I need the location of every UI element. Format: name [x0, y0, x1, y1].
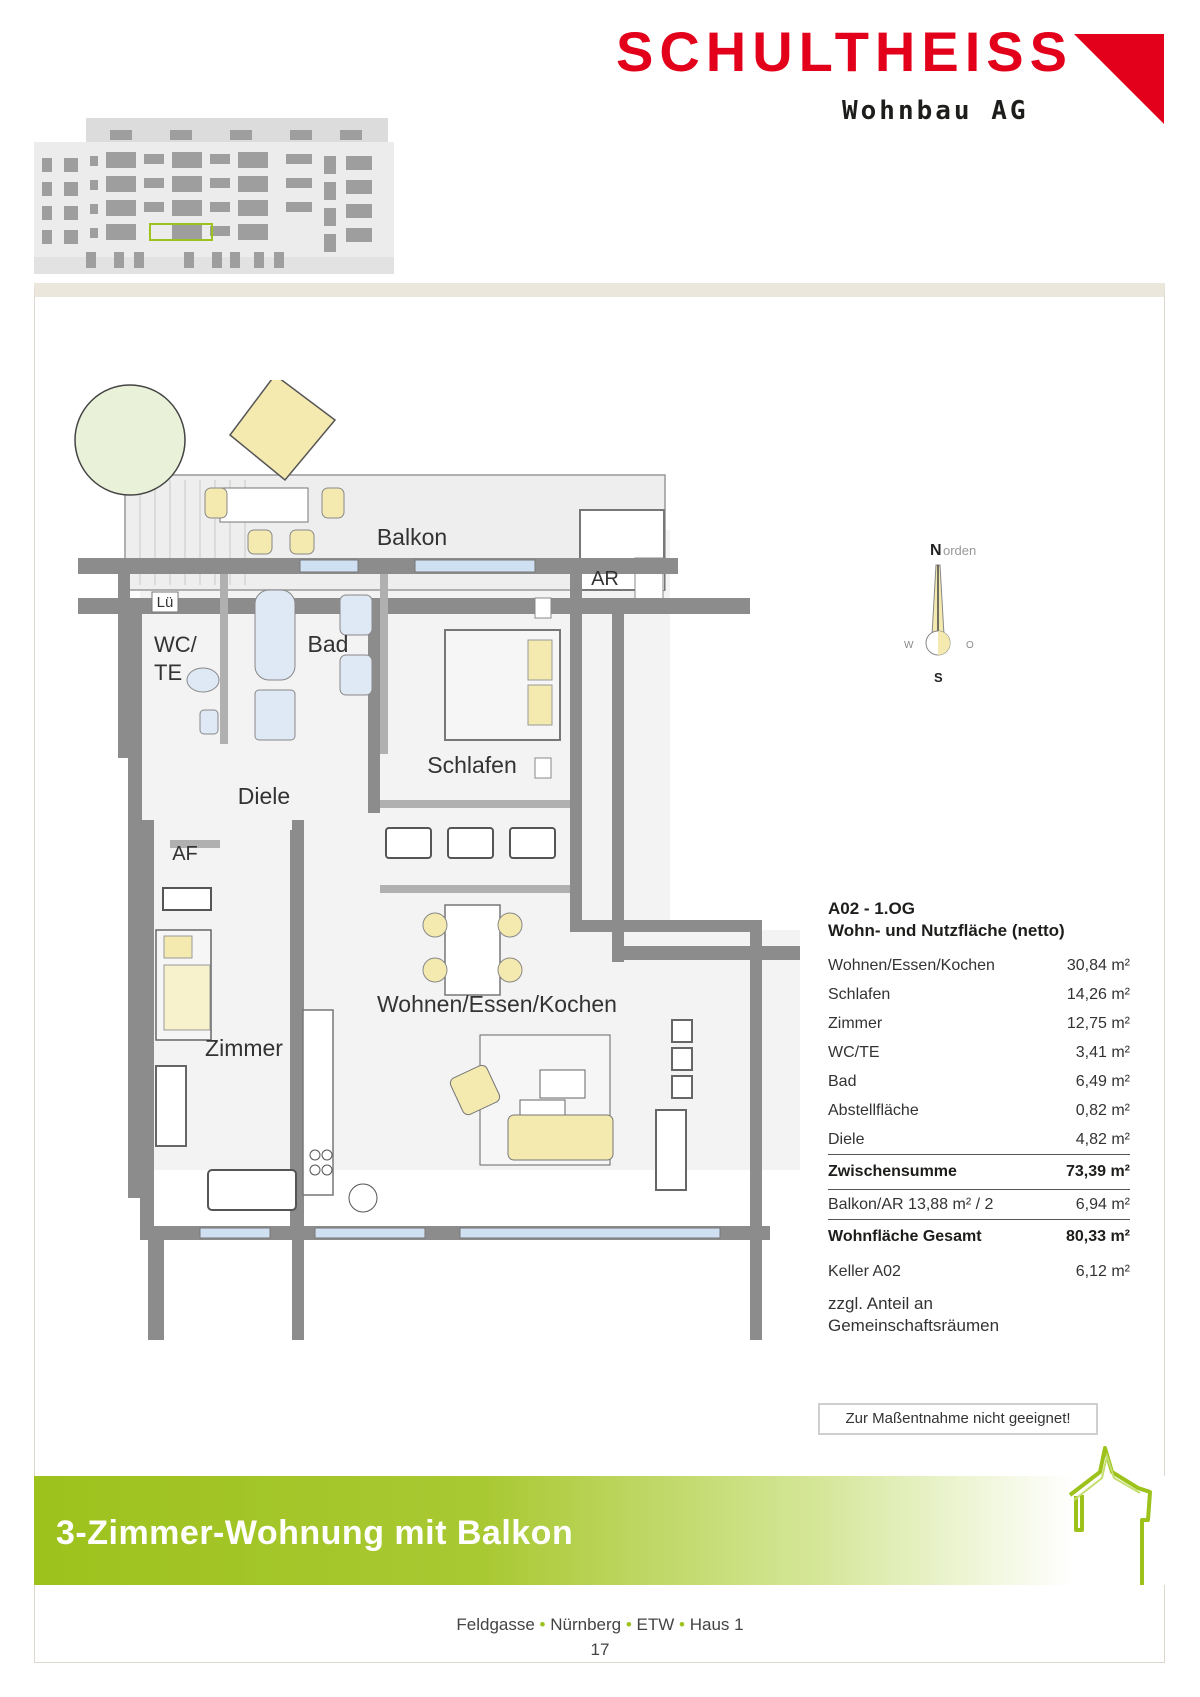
balcony-label: Balkon/AR 13,88 m² / 2 [828, 1190, 1046, 1220]
separator-dot-icon: • [539, 1615, 546, 1634]
area-label: WC/TE [828, 1043, 880, 1061]
unit-subtitle: Wohn- und Nutzfläche (netto) [828, 921, 1065, 940]
area-row [828, 1038, 1130, 1067]
room-label-af: AF [172, 843, 198, 865]
tower-icon [1060, 1440, 1160, 1590]
page-number: 17 [590, 1640, 610, 1659]
room-label-diele: Diele [237, 783, 291, 809]
area-row [828, 980, 1130, 1009]
separator-dot-icon: • [625, 1615, 632, 1634]
cellar-row [828, 1254, 1130, 1289]
area-value: 6,49 m² [1075, 1072, 1130, 1090]
area-label: Bad [828, 1072, 857, 1090]
brand-subtitle: Wohnbau AG [842, 96, 1029, 126]
area-row [828, 1125, 1130, 1155]
cellar-label: Keller A02 [828, 1262, 901, 1280]
compass-icon [890, 535, 1000, 695]
area-label: Wohnen/Essen/Kochen [828, 956, 995, 974]
balcony-row [828, 1190, 1130, 1220]
area-row [828, 1009, 1130, 1038]
shared-rooms-note: zzgl. Anteil an Gemeinschaftsräumen [828, 1294, 1000, 1335]
room-label-bad: Bad [307, 631, 349, 657]
subtotal-label: Zwischensumme [828, 1155, 1046, 1190]
room-label-te: TE [154, 660, 183, 685]
area-row [828, 951, 1130, 980]
area-table [828, 951, 1130, 1289]
room-label-ar: AR [591, 568, 619, 590]
subtotal-value: 73,39 m² [1046, 1155, 1130, 1190]
footer-location-type: ETW [636, 1615, 675, 1634]
area-value: 4,82 m² [1075, 1130, 1130, 1148]
measurement-disclaimer: Zur Maßentnahme nicht geeignet! [818, 1403, 1098, 1435]
total-row [828, 1220, 1130, 1255]
area-row [828, 1067, 1130, 1096]
room-label-balkon: Balkon [376, 524, 448, 550]
room-label-lue: Lü [156, 594, 174, 611]
footer-location-city: Nürnberg [550, 1615, 622, 1634]
area-row [828, 1096, 1130, 1125]
area-value: 30,84 m² [1066, 956, 1130, 974]
area-label: Schlafen [828, 985, 891, 1003]
cellar-value: 6,12 m² [1075, 1262, 1130, 1280]
balcony-value: 6,94 m² [1046, 1190, 1130, 1220]
footer-location-house: Haus 1 [689, 1615, 744, 1634]
room-label-schlafen: Schlafen [427, 752, 517, 778]
compass-west: W [904, 640, 914, 651]
footer-location [0, 1615, 1200, 1635]
room-label-zimmer: Zimmer [205, 1035, 283, 1061]
footer-location-street: Feldgasse [456, 1615, 535, 1634]
building-facade-thumbnail [34, 112, 394, 274]
compass-north-rest: orden [943, 543, 977, 558]
compass-south: S [934, 670, 943, 685]
total-label: Wohnfläche Gesamt [828, 1220, 1046, 1255]
area-value: 14,26 m² [1066, 985, 1130, 1003]
total-value: 80,33 m² [1046, 1220, 1130, 1255]
brand-name: SCHULTHEISS [616, 20, 1073, 83]
area-value: 3,41 m² [1075, 1043, 1130, 1061]
unit-heading [828, 898, 1065, 942]
banner-title: 3-Zimmer-Wohnung mit Balkon [56, 1514, 574, 1552]
unit-title: A02 - 1.OG [828, 899, 915, 918]
area-label: Abstellfläche [828, 1101, 919, 1119]
subtotal-row [828, 1155, 1130, 1190]
area-value: 0,82 m² [1075, 1101, 1130, 1119]
area-value: 12,75 m² [1066, 1014, 1130, 1032]
compass-east: O [966, 640, 974, 651]
separator-dot-icon: • [679, 1615, 685, 1634]
logo-triangle-icon [1074, 34, 1164, 124]
room-label-wohnen: Wohnen/Essen/Kochen [377, 991, 617, 1017]
floor-plan [60, 380, 800, 1340]
compass-north-initial: N [930, 542, 942, 559]
area-label: Diele [828, 1130, 865, 1148]
area-label: Zimmer [828, 1014, 883, 1032]
title-banner [34, 1476, 1165, 1585]
room-label-wc: WC/ [154, 632, 197, 657]
